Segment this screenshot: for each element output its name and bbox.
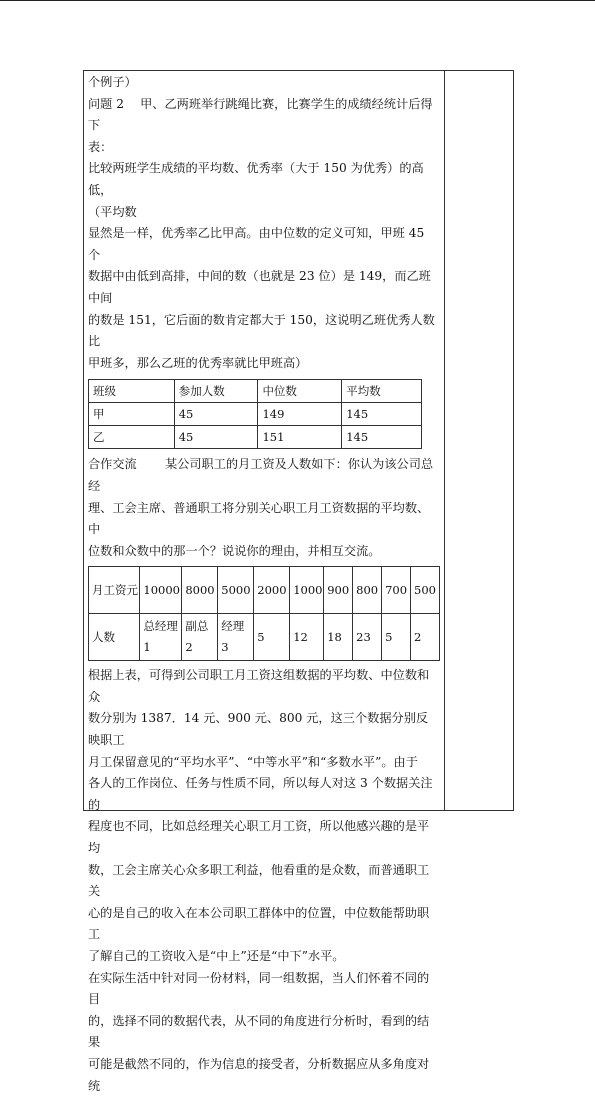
class-score-table xyxy=(88,379,422,449)
text-line: 个例子） xyxy=(88,75,137,89)
table-cell: 23 xyxy=(353,614,382,661)
text-line: 理、工会主席、普通职工将分别关心职工月工资数据的平均数、中 xyxy=(88,500,430,537)
table-cell: 月工资元 xyxy=(89,567,140,614)
table-cell: 5 xyxy=(382,614,411,661)
table-cell: 145 xyxy=(342,403,422,426)
table-cell: 700 xyxy=(382,567,411,614)
table-cell: 副总 2 xyxy=(182,614,218,661)
table-cell: 总经理 1 xyxy=(140,614,182,661)
table-cell: 乙 xyxy=(89,426,175,449)
table-cell: 500 xyxy=(411,567,440,614)
text-line: 可能是截然不同的，作为信息的接受者，分析数据应从多角度对统 xyxy=(88,1056,430,1093)
table-cell: 5000 xyxy=(218,567,254,614)
text-line: 数分别为 1387．14 元、900 元、800 元，这三个数据分别反映职工 xyxy=(88,711,429,748)
salary-table xyxy=(88,566,440,661)
text-line: 表： xyxy=(88,139,113,154)
page-top-rule xyxy=(0,0,595,1)
text-line: 根据上表，可得到公司职工月工资这组数据的平均数、中位数和众 xyxy=(88,668,430,704)
table-cell: 2000 xyxy=(254,567,290,614)
table-cell: 45 xyxy=(174,403,258,426)
table-row xyxy=(89,403,422,426)
text-line: 了解自己的工资收入是“中上”还是“中下”水平。 xyxy=(88,949,345,963)
table-cell: 1000 xyxy=(290,567,324,614)
table-cell: 800 xyxy=(353,567,382,614)
text-line: 比较两班学生成绩的平均数、优秀率（大于 150 为优秀）的高低， xyxy=(88,161,424,197)
table-cell: 12 xyxy=(290,614,324,661)
text-line: 的，选择不同的数据代表，从不同的角度进行分析时，看到的结果 xyxy=(88,1013,430,1050)
table-cell: 151 xyxy=(258,426,342,449)
table-cell: 8000 xyxy=(182,567,218,614)
text-line: 的数是 151，它后面的数肯定都大于 150，这说明乙班优秀人数比 xyxy=(88,312,435,349)
header-cell: 参加人数 xyxy=(174,380,258,403)
header-cell: 中位数 xyxy=(258,380,342,403)
table-cell: 2 xyxy=(411,614,440,661)
table-cell: 5 xyxy=(254,614,290,661)
text-line: 月工保留意见的“平均水平”、“中等水平”和“多数水平”。由于 xyxy=(88,754,418,769)
table-cell: 人数 xyxy=(89,614,140,661)
header-cell: 平均数 xyxy=(342,380,422,403)
text-line: 数，工会主席关心众多职工利益，他看重的是众数，而普通职工关 xyxy=(88,862,430,899)
table-row xyxy=(89,567,440,614)
table-cell: 甲 xyxy=(89,403,175,426)
header-cell: 班级 xyxy=(89,380,175,403)
table-cell: 145 xyxy=(342,426,422,449)
text-line: 在实际生活中针对同一份材料，同一组数据，当人们怀着不同的目 xyxy=(88,970,430,1007)
lesson-content xyxy=(88,72,440,1097)
table-cell: 45 xyxy=(174,426,258,449)
text-line: 各人的工作岗位、任务与性质不同，所以每人对这 3 个数据关注的 xyxy=(88,776,433,812)
column-divider xyxy=(444,70,445,811)
text-line: （平均数 xyxy=(88,204,137,219)
text-line: 显然是一样，优秀率乙比甲高。由中位数的定义可知，甲班 45 个 xyxy=(88,226,425,262)
text-line: 位数和众数中的那一个？说说你的理由，并相互交流。 xyxy=(88,543,381,558)
text-line: 程度也不同，比如总经理关心职工月工资，所以他感兴趣的是平均 xyxy=(88,819,430,856)
table-cell: 149 xyxy=(258,403,342,426)
text-line: 合作交流 某公司职工的月工资及人数如下：你认为该公司总经 xyxy=(88,457,434,493)
text-line: 数据中由低到高排，中间的数（也就是 23 位）是 149，而乙班中间 xyxy=(88,269,431,305)
text-line: 甲班多，那么乙班的优秀率就比甲班高） xyxy=(88,355,308,370)
table-header-row xyxy=(89,380,422,403)
table-row xyxy=(89,426,422,449)
table-cell: 900 xyxy=(324,567,353,614)
text-line: 心的是自己的收入在本公司职工群体中的位置，中位数能帮助职工 xyxy=(88,905,430,942)
table-cell: 18 xyxy=(324,614,353,661)
text-line: 问题 2 甲、乙两班举行跳绳比赛，比赛学生的成绩经统计后得下 xyxy=(88,96,433,133)
table-row xyxy=(89,614,440,661)
table-cell: 10000 xyxy=(140,567,182,614)
table-cell: 经理 3 xyxy=(218,614,254,661)
